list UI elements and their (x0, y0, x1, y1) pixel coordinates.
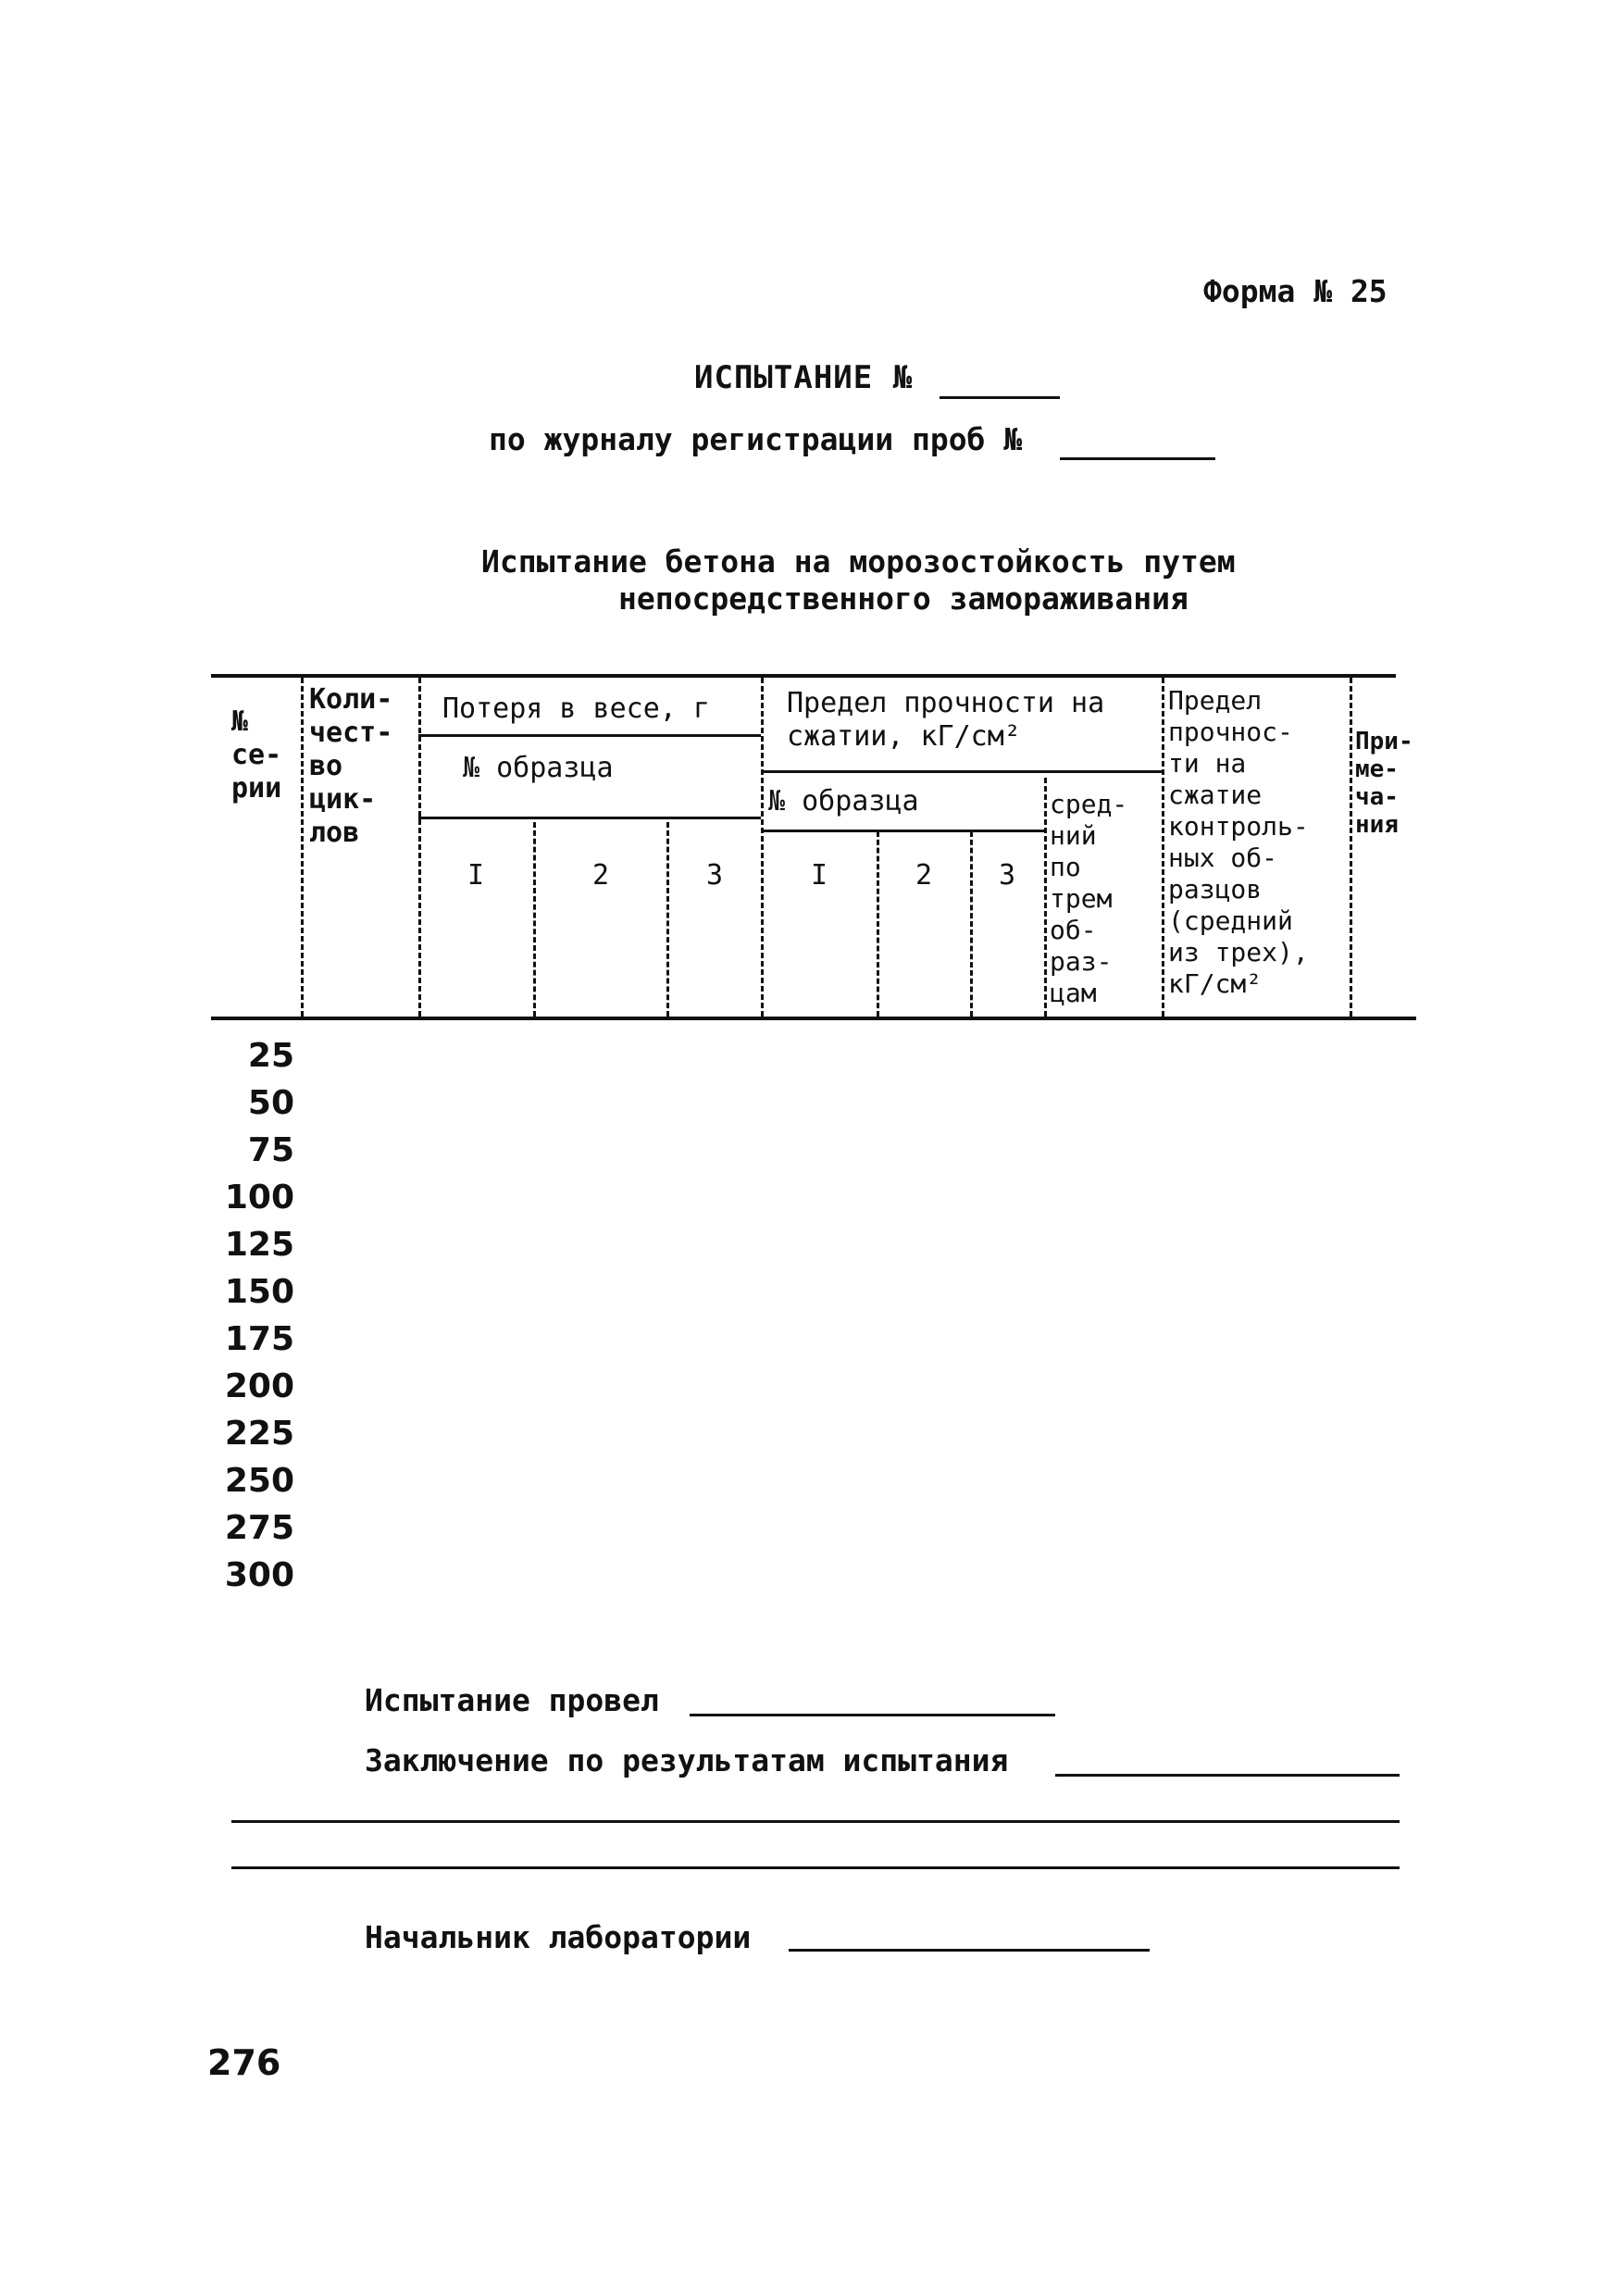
header-strength: Предел прочности на сжатии, кГ/см² (787, 687, 1105, 753)
form-number: Форма № 25 (1203, 273, 1388, 309)
header-strength-sample: № образца (768, 785, 919, 817)
header-cycles: Коли- чест- во цик- лов (309, 683, 393, 849)
header-rule (418, 734, 761, 737)
series-value: 300 (224, 1556, 294, 1594)
series-value: 125 (224, 1226, 294, 1264)
col-divider (761, 678, 764, 1017)
series-value: 100 (224, 1179, 294, 1217)
lab-head-blank[interactable] (789, 1949, 1150, 1952)
registry-reference: по журналу регистрации проб № (489, 421, 1023, 457)
weight-sample-3: 3 (705, 859, 724, 892)
header-rule (418, 817, 761, 819)
col-divider (1162, 678, 1164, 1017)
strength-sample-1: I (810, 859, 828, 892)
col-divider (418, 678, 421, 1017)
registry-number-blank[interactable] (1060, 457, 1215, 460)
col-divider (1044, 778, 1047, 1017)
weight-sample-1: I (467, 859, 485, 892)
table-bottom-rule (211, 1017, 1416, 1020)
series-value: 200 (224, 1367, 294, 1405)
header-rule (761, 770, 1162, 773)
performed-by-blank[interactable] (690, 1714, 1055, 1716)
table-top-rule (211, 674, 1396, 678)
series-value: 75 (247, 1131, 294, 1169)
page-number: 276 (207, 2042, 281, 2083)
conclusion-blank[interactable] (1055, 1774, 1400, 1777)
col-divider (533, 822, 536, 1017)
header-average: сред- ний по трем об- раз- цам (1050, 789, 1128, 1008)
header-control-strength: Предел прочнос- ти на сжатие контроль- ных об- разцов (средний из трех), кГ/см² (1168, 685, 1309, 999)
conclusion-label: Заключение по результатам испытания (365, 1742, 1009, 1778)
header-notes: При- ме- ча- ния (1355, 728, 1413, 839)
conclusion-line-2[interactable] (231, 1820, 1400, 1823)
performed-by-label: Испытание провел (365, 1682, 659, 1718)
subtitle-line-1: Испытание бетона на морозостойкость путем (481, 543, 1236, 580)
series-value: 50 (247, 1084, 294, 1122)
header-series: № се- рии (231, 705, 282, 805)
strength-sample-2: 2 (915, 859, 933, 892)
header-weight-sample: № образца (463, 752, 614, 784)
weight-sample-2: 2 (591, 859, 610, 892)
col-divider (666, 822, 669, 1017)
series-value: 25 (247, 1037, 294, 1075)
subtitle-line-2: непосредственного замораживания (618, 580, 1189, 617)
series-value: 175 (224, 1320, 294, 1358)
series-value: 150 (224, 1273, 294, 1311)
conclusion-line-3[interactable] (231, 1866, 1400, 1869)
header-weight-loss: Потеря в весе, г (442, 693, 710, 725)
strength-sample-3: 3 (998, 859, 1016, 892)
col-divider (1350, 678, 1352, 1017)
header-rule (761, 830, 1044, 832)
test-number-blank[interactable] (940, 396, 1060, 399)
lab-head-label: Начальник лаборатории (365, 1919, 752, 1955)
test-title: ИСПЫТАНИЕ № (694, 359, 914, 396)
col-divider (301, 678, 304, 1017)
series-value: 225 (224, 1415, 294, 1453)
series-value: 250 (224, 1462, 294, 1500)
series-value: 275 (224, 1509, 294, 1547)
